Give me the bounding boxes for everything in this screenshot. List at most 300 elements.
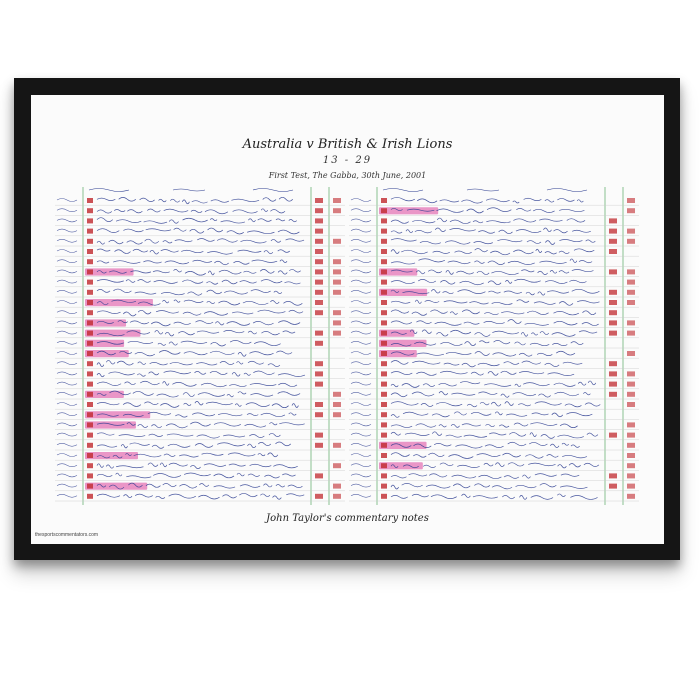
handwriting-stroke bbox=[432, 432, 442, 436]
handwriting-stroke bbox=[454, 412, 467, 415]
handwriting-stroke bbox=[252, 260, 278, 262]
handwriting-stroke bbox=[278, 374, 305, 377]
handwriting-stroke bbox=[113, 289, 131, 293]
row-number-mark bbox=[87, 290, 93, 295]
handwriting-stroke bbox=[114, 209, 125, 211]
handwriting-stroke bbox=[123, 229, 143, 232]
handwriting-stroke bbox=[560, 486, 587, 489]
handwriting-stroke bbox=[430, 310, 447, 314]
handwriting-stroke bbox=[480, 402, 489, 405]
handwriting-stroke bbox=[443, 292, 454, 294]
handwriting-stroke bbox=[462, 424, 481, 426]
handwriting-stroke bbox=[479, 341, 489, 343]
score-mark bbox=[609, 218, 617, 223]
handwriting-stroke bbox=[561, 474, 579, 476]
handwriting-stroke bbox=[505, 280, 512, 283]
handwriting-stroke bbox=[516, 208, 531, 211]
margin-note-stroke bbox=[57, 341, 77, 344]
handwriting-stroke bbox=[486, 424, 495, 426]
score-mark bbox=[315, 331, 323, 336]
handwriting-stroke bbox=[244, 373, 251, 375]
margin-note-stroke bbox=[57, 454, 77, 457]
score-mark bbox=[333, 290, 341, 295]
handwriting-stroke bbox=[452, 475, 476, 478]
handwriting-stroke bbox=[508, 261, 535, 264]
handwriting-stroke bbox=[416, 321, 431, 324]
handwriting-stroke bbox=[97, 494, 120, 497]
handwriting-stroke bbox=[116, 473, 122, 476]
handwriting-stroke bbox=[417, 199, 437, 203]
handwriting-stroke bbox=[471, 412, 491, 415]
handwriting-stroke bbox=[258, 219, 272, 222]
handwriting-stroke bbox=[227, 322, 250, 326]
handwriting-stroke bbox=[534, 302, 556, 305]
handwriting-stroke bbox=[554, 311, 579, 315]
margin-note-stroke bbox=[57, 219, 77, 222]
score-mark bbox=[315, 402, 323, 407]
score-mark bbox=[315, 412, 323, 417]
handwriting-stroke bbox=[240, 240, 266, 243]
handwriting-stroke bbox=[584, 463, 599, 466]
handwriting-stroke bbox=[292, 404, 298, 408]
handwriting-stroke bbox=[465, 342, 476, 346]
score-mark bbox=[315, 290, 323, 295]
score-mark bbox=[627, 229, 635, 234]
score-mark bbox=[627, 494, 635, 499]
handwriting-stroke bbox=[146, 229, 171, 231]
score-mark bbox=[627, 300, 635, 305]
row-number-mark bbox=[87, 208, 93, 213]
handwriting-stroke bbox=[453, 484, 470, 488]
handwriting-stroke bbox=[135, 292, 156, 294]
handwriting-stroke bbox=[126, 280, 135, 283]
score-mark bbox=[609, 269, 617, 274]
margin-note-stroke bbox=[351, 270, 371, 273]
handwriting-stroke bbox=[439, 383, 457, 386]
handwriting-stroke bbox=[495, 412, 502, 415]
handwriting-stroke bbox=[204, 312, 228, 316]
handwriting-stroke bbox=[205, 210, 228, 214]
handwriting-stroke bbox=[269, 433, 280, 436]
handwriting-stroke bbox=[163, 483, 177, 486]
handwriting-stroke bbox=[153, 271, 170, 273]
handwriting-stroke bbox=[541, 434, 555, 438]
handwriting-stroke bbox=[559, 239, 582, 241]
margin-note-stroke bbox=[57, 443, 77, 446]
handwriting-stroke bbox=[273, 496, 282, 499]
score-mark bbox=[333, 463, 341, 468]
handwriting-stroke bbox=[550, 444, 559, 447]
handwriting-stroke bbox=[521, 332, 528, 336]
handwriting-stroke bbox=[474, 241, 493, 243]
row-number-mark bbox=[87, 351, 93, 356]
handwriting-stroke bbox=[492, 486, 512, 489]
handwriting-stroke bbox=[161, 292, 185, 294]
score-mark bbox=[609, 361, 617, 366]
handwriting-stroke bbox=[184, 300, 203, 303]
handwriting-stroke bbox=[412, 220, 435, 223]
handwriting-stroke bbox=[158, 343, 166, 345]
handwriting-stroke bbox=[196, 363, 217, 365]
handwriting-stroke bbox=[548, 373, 575, 376]
handwriting-stroke bbox=[269, 423, 277, 425]
handwriting-stroke bbox=[450, 220, 471, 224]
margin-note-stroke bbox=[351, 341, 371, 344]
margin-note-stroke bbox=[351, 280, 371, 283]
handwriting-stroke bbox=[582, 323, 599, 326]
score-mark bbox=[627, 290, 635, 295]
handwriting-stroke bbox=[412, 361, 440, 364]
handwriting-stroke bbox=[440, 342, 462, 345]
handwriting-stroke bbox=[540, 331, 549, 334]
score-mark bbox=[627, 331, 635, 336]
margin-note-stroke bbox=[57, 209, 77, 212]
handwriting-stroke bbox=[499, 230, 513, 234]
handwriting-stroke bbox=[543, 228, 551, 232]
handwriting-stroke bbox=[179, 455, 198, 457]
handwriting-stroke bbox=[484, 463, 493, 466]
handwriting-stroke bbox=[391, 372, 412, 375]
handwriting-stroke bbox=[160, 404, 179, 408]
margin-note-stroke bbox=[57, 484, 77, 487]
handwriting-stroke bbox=[144, 221, 167, 224]
handwriting-stroke bbox=[444, 363, 459, 365]
margin-note-stroke bbox=[57, 250, 77, 253]
handwriting-stroke bbox=[501, 371, 517, 374]
row-number-mark bbox=[381, 422, 387, 427]
handwriting-stroke bbox=[455, 251, 472, 254]
handwriting-stroke bbox=[274, 291, 282, 293]
score-mark bbox=[609, 382, 617, 387]
handwriting-stroke bbox=[559, 271, 569, 273]
handwriting-stroke bbox=[416, 372, 436, 375]
handwriting-stroke bbox=[554, 321, 578, 325]
handwriting-stroke bbox=[184, 403, 192, 405]
margin-note-stroke bbox=[57, 362, 77, 365]
handwriting-stroke bbox=[559, 209, 584, 211]
handwriting-stroke bbox=[166, 424, 188, 428]
row-number-mark bbox=[381, 463, 387, 468]
handwriting-stroke bbox=[557, 435, 583, 438]
handwriting-stroke bbox=[108, 372, 134, 375]
row-number-mark bbox=[87, 382, 93, 387]
header-stroke bbox=[89, 189, 293, 192]
handwriting-stroke bbox=[502, 453, 520, 457]
score-mark bbox=[315, 473, 323, 478]
score-mark bbox=[609, 473, 617, 478]
handwriting-stroke bbox=[163, 241, 172, 243]
handwriting-stroke bbox=[440, 371, 467, 374]
handwriting-stroke bbox=[192, 201, 208, 203]
handwriting-stroke bbox=[97, 311, 121, 314]
handwriting-stroke bbox=[167, 434, 193, 436]
handwriting-stroke bbox=[450, 330, 471, 334]
handwriting-stroke bbox=[286, 239, 305, 241]
poster-footer: John Taylor's commentary notes bbox=[266, 513, 429, 524]
handwriting-stroke bbox=[156, 310, 179, 313]
handwriting-stroke bbox=[126, 476, 151, 478]
handwriting-stroke bbox=[140, 198, 155, 202]
handwriting-stroke bbox=[437, 218, 447, 222]
handwriting-stroke bbox=[278, 271, 287, 274]
row-number-mark bbox=[87, 453, 93, 458]
margin-note-stroke bbox=[351, 239, 371, 242]
score-mark bbox=[627, 392, 635, 397]
margin-note-stroke bbox=[57, 423, 77, 426]
handwriting-stroke bbox=[193, 260, 212, 262]
handwriting-stroke bbox=[211, 200, 229, 203]
poster-subtitle: First Test, The Gabba, 30th June, 2001 bbox=[268, 171, 427, 180]
handwriting-stroke bbox=[451, 393, 475, 395]
handwriting-stroke bbox=[97, 445, 117, 447]
margin-note-stroke bbox=[351, 219, 371, 222]
handwriting-stroke bbox=[160, 463, 167, 467]
handwriting-stroke bbox=[284, 282, 300, 284]
handwriting-stroke bbox=[150, 362, 168, 365]
handwriting-stroke bbox=[525, 455, 543, 459]
margin-note-stroke bbox=[351, 413, 371, 416]
handwriting-stroke bbox=[117, 361, 133, 365]
handwriting-stroke bbox=[164, 371, 191, 374]
handwriting-stroke bbox=[184, 352, 208, 355]
handwriting-stroke bbox=[227, 231, 244, 234]
score-mark bbox=[333, 259, 341, 264]
margin-note-stroke bbox=[57, 352, 77, 355]
score-mark bbox=[315, 259, 323, 264]
score-mark bbox=[315, 382, 323, 387]
handwriting-stroke bbox=[248, 331, 257, 334]
handwriting-stroke bbox=[149, 434, 163, 436]
handwriting-stroke bbox=[231, 199, 259, 201]
handwriting-stroke bbox=[97, 261, 109, 263]
margin-note-stroke bbox=[351, 199, 371, 202]
handwriting-stroke bbox=[260, 494, 270, 497]
row-number-mark bbox=[87, 341, 93, 346]
margin-note-stroke bbox=[57, 311, 77, 314]
handwriting-stroke bbox=[457, 465, 479, 467]
handwriting-stroke bbox=[239, 493, 257, 496]
handwriting-stroke bbox=[174, 228, 187, 231]
handwriting-stroke bbox=[253, 371, 274, 374]
row-number-mark bbox=[87, 392, 93, 397]
score-mark bbox=[627, 382, 635, 387]
handwriting-stroke bbox=[572, 230, 591, 232]
row-number-mark bbox=[381, 198, 387, 203]
row-number-mark bbox=[381, 300, 387, 305]
handwriting-stroke bbox=[518, 404, 531, 406]
handwriting-stroke bbox=[288, 485, 303, 488]
handwriting-stroke bbox=[149, 372, 159, 375]
handwriting-stroke bbox=[198, 393, 225, 397]
handwriting-stroke bbox=[246, 403, 270, 407]
handwriting-stroke bbox=[583, 392, 590, 394]
handwriting-stroke bbox=[530, 423, 557, 426]
handwriting-stroke bbox=[164, 454, 175, 457]
handwriting-stroke bbox=[521, 270, 534, 272]
handwriting-stroke bbox=[545, 252, 557, 254]
margin-note-stroke bbox=[57, 270, 77, 273]
handwriting-stroke bbox=[462, 494, 471, 497]
handwriting-stroke bbox=[127, 210, 142, 213]
score-mark bbox=[333, 484, 341, 489]
margin-note-stroke bbox=[351, 372, 371, 375]
handwriting-stroke bbox=[539, 261, 566, 263]
handwriting-stroke bbox=[155, 330, 163, 334]
handwriting-stroke bbox=[514, 423, 528, 426]
handwriting-stroke bbox=[150, 250, 159, 254]
handwriting-stroke bbox=[488, 261, 505, 265]
score-mark bbox=[609, 310, 617, 315]
margin-note-stroke bbox=[57, 413, 77, 416]
handwriting-stroke bbox=[243, 271, 256, 273]
row-number-mark bbox=[87, 331, 93, 336]
handwriting-stroke bbox=[123, 495, 132, 498]
handwriting-stroke bbox=[283, 331, 295, 333]
handwriting-stroke bbox=[464, 435, 487, 437]
handwriting-stroke bbox=[135, 494, 153, 497]
handwriting-stroke bbox=[97, 280, 124, 283]
handwriting-stroke bbox=[197, 435, 220, 438]
margin-note-stroke bbox=[351, 454, 371, 457]
handwriting-stroke bbox=[289, 269, 300, 272]
score-mark bbox=[627, 433, 635, 438]
score-mark bbox=[333, 443, 341, 448]
handwriting-stroke bbox=[519, 495, 526, 499]
handwriting-stroke bbox=[492, 331, 519, 334]
handwriting-stroke bbox=[116, 466, 143, 468]
margin-note-stroke bbox=[351, 464, 371, 467]
handwriting-stroke bbox=[487, 208, 511, 212]
handwriting-stroke bbox=[402, 383, 420, 387]
handwriting-stroke bbox=[569, 280, 586, 283]
handwriting-stroke bbox=[391, 393, 407, 397]
handwriting-stroke bbox=[153, 473, 181, 477]
handwriting-stroke bbox=[127, 241, 143, 244]
handwriting-stroke bbox=[278, 392, 300, 396]
handwriting-stroke bbox=[248, 219, 255, 222]
handwriting-stroke bbox=[517, 300, 529, 303]
handwriting-stroke bbox=[183, 218, 208, 222]
handwriting-stroke bbox=[416, 424, 436, 427]
handwriting-stroke bbox=[268, 453, 278, 457]
handwriting-stroke bbox=[504, 291, 522, 293]
handwriting-stroke bbox=[567, 219, 585, 222]
handwriting-stroke bbox=[198, 495, 219, 499]
handwriting-stroke bbox=[146, 484, 161, 487]
handwriting-stroke bbox=[493, 353, 516, 356]
handwriting-stroke bbox=[214, 486, 235, 488]
handwriting-stroke bbox=[530, 343, 549, 345]
handwriting-stroke bbox=[222, 280, 237, 284]
row-number-mark bbox=[381, 239, 387, 244]
handwriting-stroke bbox=[157, 394, 179, 397]
handwriting-stroke bbox=[178, 332, 194, 335]
handwriting-stroke bbox=[97, 210, 112, 213]
handwriting-stroke bbox=[450, 312, 457, 315]
handwriting-stroke bbox=[263, 198, 276, 202]
row-number-mark bbox=[381, 280, 387, 285]
handwriting-stroke bbox=[545, 241, 555, 245]
handwriting-stroke bbox=[263, 484, 272, 487]
handwriting-stroke bbox=[475, 248, 488, 251]
handwriting-stroke bbox=[279, 197, 293, 201]
handwriting-stroke bbox=[276, 219, 285, 221]
handwriting-stroke bbox=[433, 251, 450, 253]
handwriting-stroke bbox=[478, 392, 497, 395]
handwriting-stroke bbox=[174, 300, 180, 302]
row-number-mark bbox=[381, 412, 387, 417]
handwriting-stroke bbox=[444, 301, 468, 303]
score-mark bbox=[315, 239, 323, 244]
handwriting-stroke bbox=[478, 475, 501, 478]
handwriting-stroke bbox=[391, 425, 412, 428]
handwriting-stroke bbox=[289, 220, 297, 222]
score-mark bbox=[333, 198, 341, 203]
margin-note-stroke bbox=[57, 301, 77, 304]
margin-note-stroke bbox=[57, 280, 77, 283]
handwriting-stroke bbox=[579, 260, 592, 262]
handwriting-stroke bbox=[460, 382, 480, 384]
row-number-mark bbox=[87, 484, 93, 489]
score-mark bbox=[315, 198, 323, 203]
handwriting-stroke bbox=[140, 381, 159, 385]
handwriting-stroke bbox=[97, 241, 105, 244]
handwriting-stroke bbox=[279, 423, 304, 425]
handwriting-stroke bbox=[168, 444, 190, 447]
handwriting-stroke bbox=[214, 423, 241, 426]
handwriting-stroke bbox=[417, 353, 444, 355]
site-credit: thesportscommentators.com bbox=[35, 532, 99, 538]
score-mark bbox=[627, 402, 635, 407]
header-stroke bbox=[383, 189, 587, 192]
handwriting-stroke bbox=[223, 435, 245, 437]
handwriting-stroke bbox=[484, 321, 505, 323]
handwriting-stroke bbox=[97, 229, 119, 233]
handwriting-stroke bbox=[97, 464, 104, 468]
handwriting-stroke bbox=[508, 463, 524, 466]
handwriting-stroke bbox=[437, 209, 464, 213]
handwriting-stroke bbox=[550, 270, 557, 273]
score-mark bbox=[609, 239, 617, 244]
handwriting-stroke bbox=[497, 240, 522, 242]
handwriting-stroke bbox=[208, 228, 223, 232]
handwriting-stroke bbox=[228, 453, 255, 456]
handwriting-stroke bbox=[229, 385, 246, 387]
score-mark bbox=[627, 280, 635, 285]
handwriting-stroke bbox=[97, 474, 112, 476]
margin-note-stroke bbox=[351, 403, 371, 406]
margin-note-stroke bbox=[57, 290, 77, 293]
score-mark bbox=[609, 331, 617, 336]
handwriting-stroke bbox=[191, 210, 202, 212]
row-number-mark bbox=[381, 392, 387, 397]
handwriting-stroke bbox=[572, 269, 594, 271]
margin-note-stroke bbox=[351, 433, 371, 436]
handwriting-stroke bbox=[214, 474, 234, 478]
handwriting-stroke bbox=[138, 310, 151, 314]
handwriting-stroke bbox=[233, 261, 249, 264]
handwriting-stroke bbox=[248, 361, 264, 364]
score-mark bbox=[627, 484, 635, 489]
score-mark bbox=[315, 208, 323, 213]
handwriting-stroke bbox=[557, 198, 574, 201]
handwriting-stroke bbox=[491, 271, 518, 274]
handwriting-stroke bbox=[391, 485, 399, 489]
row-number-mark bbox=[87, 218, 93, 223]
commentary-sheet-right bbox=[347, 187, 643, 505]
row-number-mark bbox=[381, 249, 387, 254]
score-mark bbox=[333, 331, 341, 336]
